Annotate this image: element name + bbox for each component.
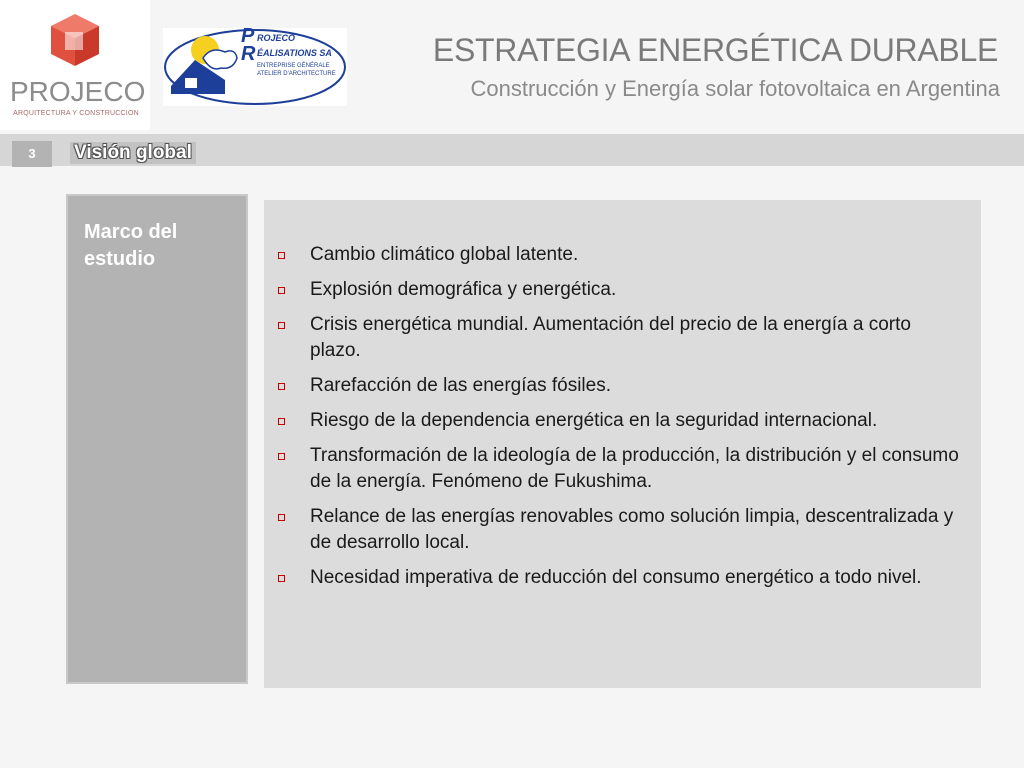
- list-item: [276, 565, 966, 591]
- projeco-logo: [0, 0, 150, 130]
- bullet-text: Transformación de la ideología de la producción, la distribución y el consumo de la energía. Fenómeno de Fukushima.: [310, 445, 959, 492]
- list-item: [276, 504, 966, 556]
- partner-logo-line3: ENTREPRISE GÉNÉRALE: [257, 63, 330, 69]
- content-panel: [264, 200, 981, 688]
- slide-number: 3: [12, 141, 52, 167]
- bullet-text: Explosión demográfica y energética.: [310, 279, 617, 300]
- square-bullet-icon: [278, 322, 285, 329]
- list-item: [276, 408, 966, 434]
- left-panel-label: Marco del estudio: [84, 221, 178, 270]
- partner-logo-graphic: [163, 28, 347, 106]
- section-title: Visión global: [70, 142, 196, 164]
- square-bullet-icon: [278, 383, 285, 390]
- square-bullet-icon: [278, 453, 285, 460]
- list-item: [276, 373, 966, 399]
- svg-text:P: P: [241, 28, 255, 47]
- bullet-text: Relance de las energías renovables como solución limpia, descentralizada y de desarrollo local.: [310, 506, 954, 553]
- partner-logo-line1: ROJECO: [257, 33, 296, 43]
- partner-logo-line4: ATELIER D'ARCHITECTURE: [257, 71, 336, 77]
- bullet-text: Riesgo de la dependencia energética en la seguridad internacional.: [310, 410, 878, 431]
- bullet-text: Rarefacción de las energías fósiles.: [310, 375, 611, 396]
- partner-logo-line2: ÉALISATIONS SA: [257, 48, 332, 58]
- svg-text:R: R: [241, 43, 256, 65]
- bullet-text: Cambio climático global latente.: [310, 244, 579, 265]
- square-bullet-icon: [278, 252, 285, 259]
- left-panel: [66, 194, 248, 684]
- partner-logo: [163, 28, 347, 106]
- square-bullet-icon: [278, 575, 285, 582]
- square-bullet-icon: [278, 418, 285, 425]
- presentation-subtitle: Construcción y Energía solar fotovoltaica en Argentina: [470, 76, 1000, 101]
- logo-tagline: ARQUITECTURA Y CONSTRUCCION: [13, 110, 139, 117]
- bullet-list: [276, 242, 966, 600]
- logo-wordmark: PROJECO: [10, 76, 146, 107]
- list-item: [276, 277, 966, 303]
- bullet-text: Crisis energética mundial. Aumentación del precio de la energía a corto plazo.: [310, 314, 911, 361]
- square-bullet-icon: [278, 287, 285, 294]
- bullet-text: Necesidad imperativa de reducción del consumo energético a todo nivel.: [310, 567, 922, 588]
- cube-logo-icon: [47, 12, 103, 68]
- list-item: [276, 443, 966, 495]
- square-bullet-icon: [278, 514, 285, 521]
- list-item: [276, 312, 966, 364]
- presentation-title: ESTRATEGIA ENERGÉTICA DURABLE: [432, 32, 998, 68]
- list-item: [276, 242, 966, 268]
